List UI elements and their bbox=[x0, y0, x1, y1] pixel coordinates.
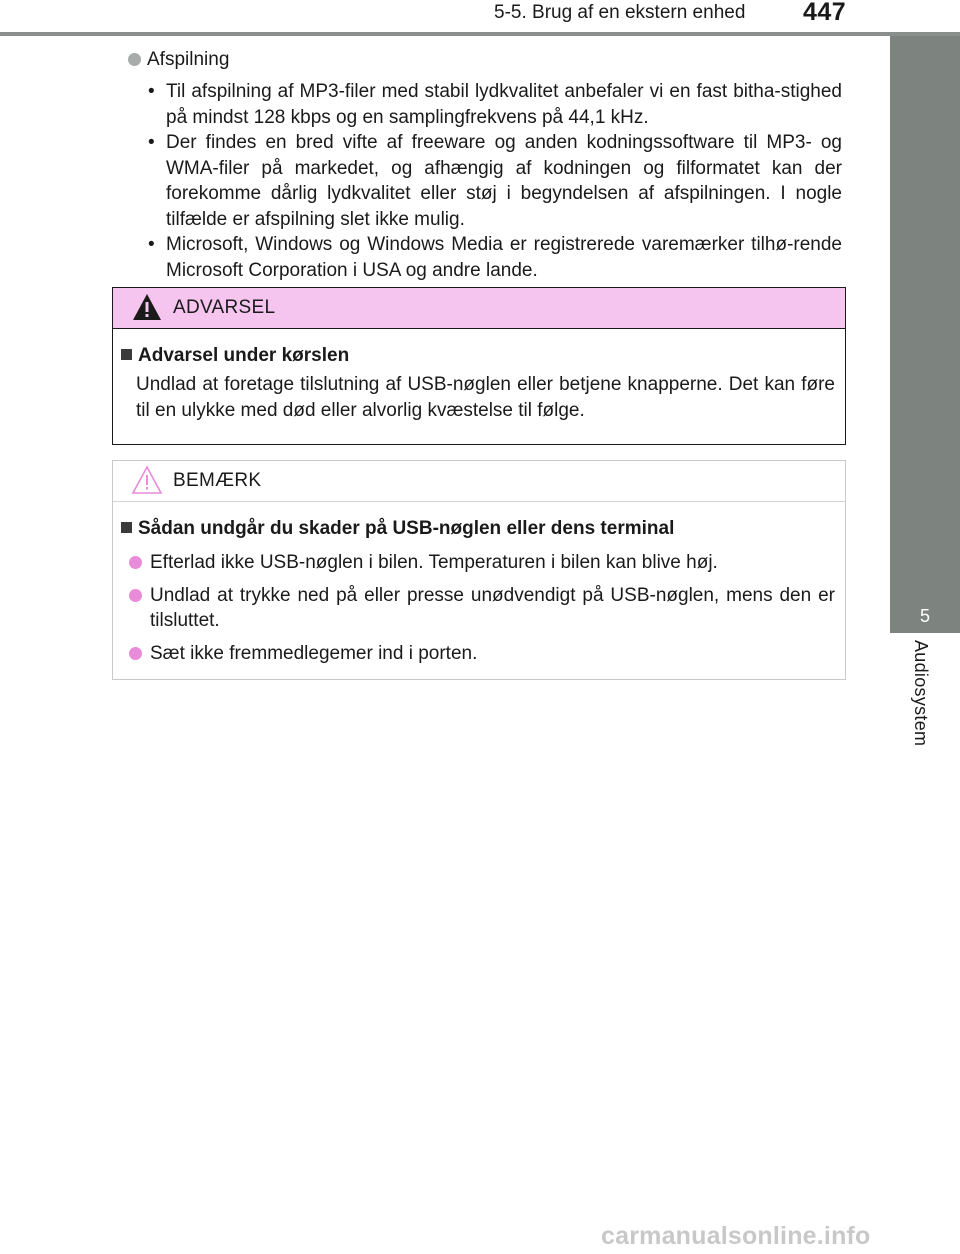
playback-heading-text: Afspilning bbox=[147, 49, 230, 70]
chapter-number: 5 bbox=[919, 606, 930, 626]
warning-heading-text: Advarsel under kørslen bbox=[138, 345, 350, 366]
list-item bbox=[128, 79, 842, 130]
bullet-dot-icon bbox=[129, 589, 142, 602]
note-heading bbox=[121, 516, 835, 542]
list-item-text: Der findes en bred vifte af freeware og anden kodningssoftware til MP3- og WMA-filer på markedet, og afhængig af kodningen og filformatet kan der forekomme dårlig lydkvalitet eller støj i begyndelsen af afspilningen. I nogle tilfælde er afspilning slet ikke mulig. bbox=[166, 132, 842, 230]
chapter-tab bbox=[890, 36, 960, 633]
chapter-label: Audiosystem bbox=[911, 640, 931, 747]
playback-heading bbox=[128, 46, 842, 73]
list-item bbox=[121, 641, 835, 666]
note-box-body bbox=[113, 502, 845, 666]
bullet-dot-icon bbox=[129, 556, 142, 569]
note-box-header bbox=[113, 461, 845, 502]
page-number: 447 bbox=[803, 0, 847, 26]
list-item-text: Efterlad ikke USB-nøglen i bilen. Temperaturen i bilen kan blive høj. bbox=[150, 552, 718, 573]
square-bullet-icon bbox=[121, 522, 132, 533]
warning-label: ADVARSEL bbox=[173, 297, 276, 318]
list-item bbox=[121, 583, 835, 633]
playback-bullet-list bbox=[128, 79, 842, 283]
bullet-icon: • bbox=[148, 81, 155, 102]
warning-text: Undlad at foretage tilslutning af USB-nøglen eller betjene knapperne. Det kan føre til en ulykke med død eller alvorlig kvæstelse til følge. bbox=[136, 374, 835, 421]
caution-triangle-icon bbox=[131, 465, 163, 495]
note-label: BEMÆRK bbox=[173, 470, 262, 491]
list-item-text: Sæt ikke fremmedlegemer ind i porten. bbox=[150, 643, 478, 664]
playback-section bbox=[128, 46, 842, 283]
warning-box-header bbox=[113, 288, 845, 329]
warning-triangle-icon bbox=[131, 292, 163, 322]
warning-box bbox=[112, 287, 846, 445]
list-item-text: Til afspilning af MP3-filer med stabil lydkvalitet anbefaler vi en fast bitha-stighed på mindst 128 kbps og en samplingfrekvens på 44,1 kHz. bbox=[166, 81, 842, 128]
note-box bbox=[112, 460, 846, 680]
list-item-text: Microsoft, Windows og Windows Media er registrerede varemærker tilhø-rende Microsoft Corporation i USA og andre lande. bbox=[166, 234, 842, 281]
warning-heading bbox=[121, 343, 835, 369]
bullet-icon: • bbox=[148, 234, 155, 255]
list-item bbox=[128, 232, 842, 283]
list-item-text: Undlad at trykke ned på eller presse unødvendigt på USB-nøglen, mens den er tilsluttet. bbox=[150, 585, 835, 631]
bullet-icon: • bbox=[148, 132, 155, 153]
note-heading-text: Sådan undgår du skader på USB-nøglen eller dens terminal bbox=[138, 518, 675, 539]
warning-box-body bbox=[113, 329, 845, 424]
section-title: 5-5. Brug af en ekstern enhed bbox=[494, 2, 746, 23]
header-divider bbox=[0, 32, 960, 36]
watermark: carmanualsonline.info bbox=[601, 1222, 871, 1250]
list-item bbox=[121, 550, 835, 575]
list-item bbox=[128, 130, 842, 232]
bullet-dot-icon bbox=[128, 53, 141, 66]
bullet-dot-icon bbox=[129, 647, 142, 660]
square-bullet-icon bbox=[121, 349, 132, 360]
